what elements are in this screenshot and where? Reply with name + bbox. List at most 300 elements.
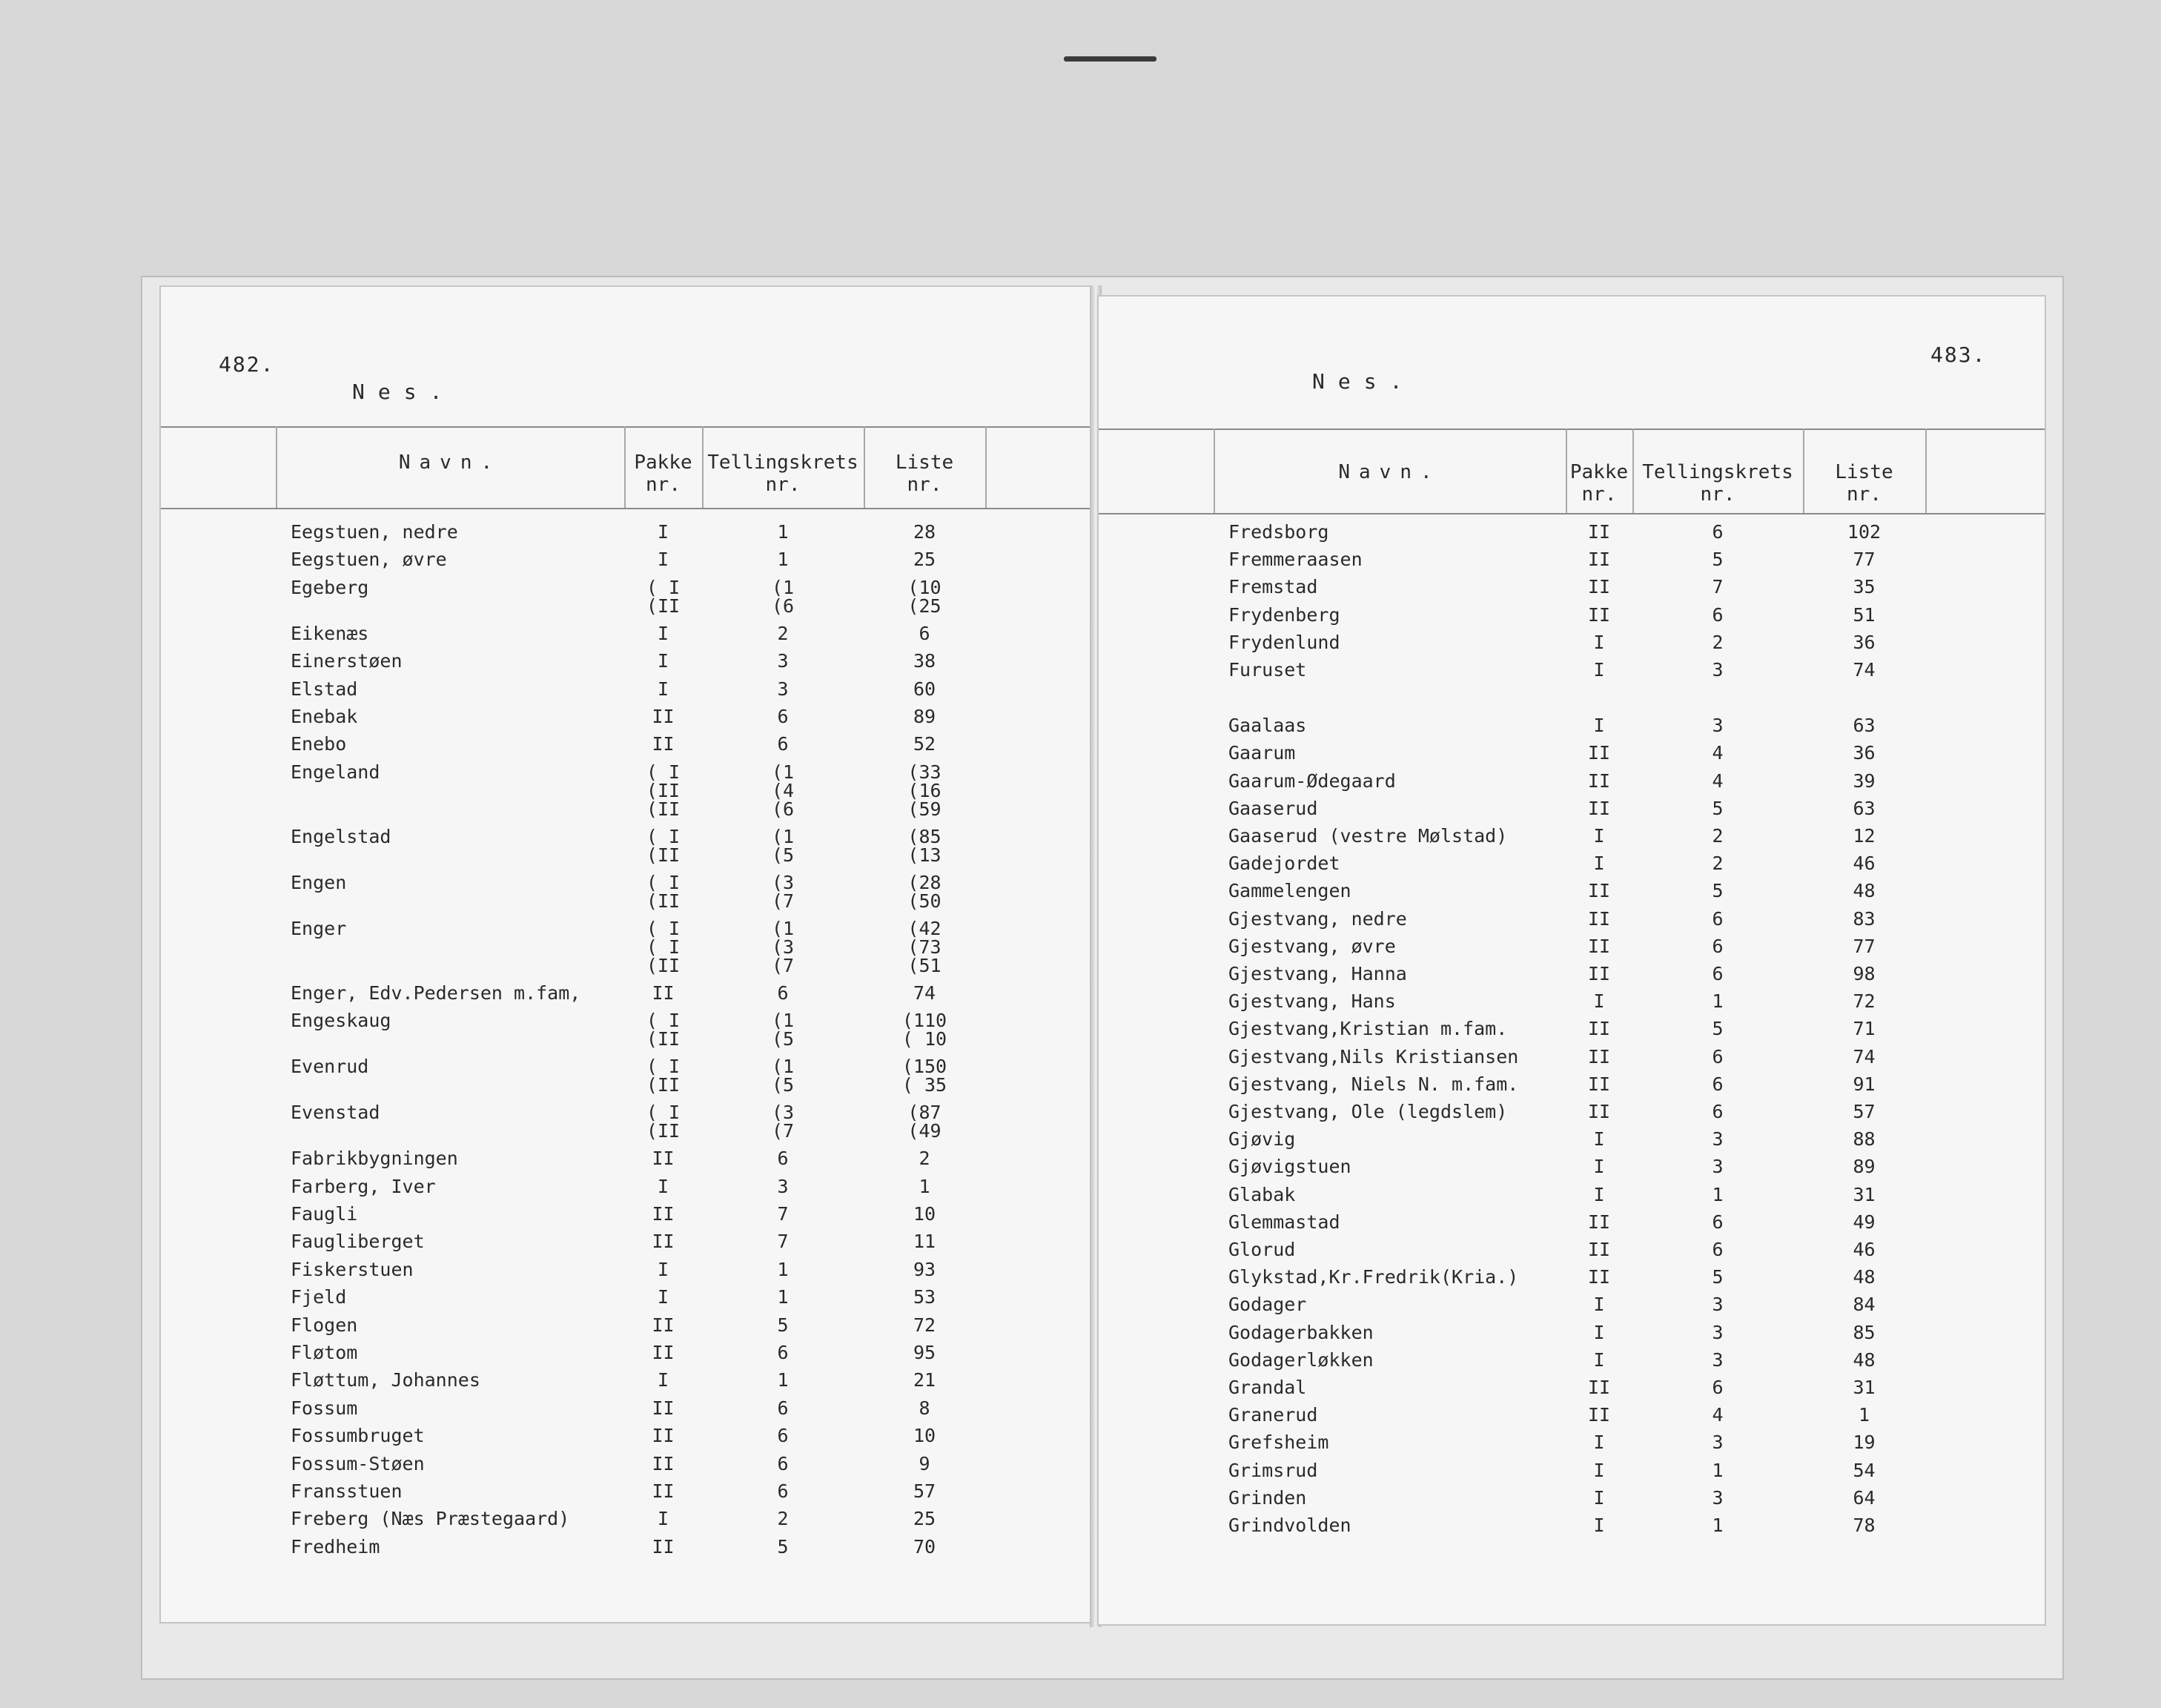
liste-value: 60	[913, 678, 936, 700]
entry-pakke	[1566, 799, 1632, 818]
krets-value: 3	[1712, 1431, 1724, 1454]
entry-name: Fjeld	[291, 1286, 347, 1308]
header-line: Pakke	[634, 451, 692, 474]
entry-pakke	[1566, 1516, 1632, 1535]
entry-name: Fløttum, Johannes	[291, 1369, 480, 1391]
entry-liste	[864, 1149, 985, 1168]
liste-value: (49	[907, 1120, 941, 1142]
entry-name: Evenrud	[291, 1056, 369, 1078]
krets-value: (5	[771, 844, 795, 866]
krets-value: 5	[1712, 880, 1724, 902]
entry-liste	[1803, 1295, 1925, 1314]
krets-value: (3	[771, 936, 795, 958]
liste-value: 77	[1853, 549, 1876, 571]
pakke-value: I	[657, 1508, 669, 1530]
krets-value: (7	[771, 1120, 795, 1142]
entry-krets	[702, 1371, 864, 1389]
entry-krets	[1632, 1128, 1803, 1151]
krets-value: 6	[1712, 935, 1724, 957]
pakke-value: I	[657, 650, 669, 672]
pakke-value: II	[1587, 1377, 1611, 1398]
pakke-value: II	[1587, 1045, 1611, 1068]
entry-liste	[1803, 577, 1925, 596]
entry-name: Gjestvang, Hanna	[1228, 963, 1407, 984]
entry-krets	[702, 1316, 864, 1334]
pakke-value: II	[1587, 935, 1611, 957]
entry-liste	[864, 550, 985, 569]
column-rule	[1925, 428, 1927, 513]
entry-name: Fredheim	[291, 1535, 380, 1558]
krets-value: 6	[1712, 1377, 1724, 1398]
krets-value: 5	[1712, 1266, 1724, 1288]
entry-pakke	[1566, 1213, 1632, 1231]
pakke-value: I	[1593, 715, 1605, 737]
liste-value: 84	[1853, 1294, 1876, 1316]
entry-name: Gjestvang, Ole (legdslem)	[1228, 1101, 1508, 1122]
pakke-value: ( I	[646, 1010, 681, 1032]
krets-value: 7	[777, 1231, 789, 1253]
entry-pakke	[1566, 1075, 1632, 1093]
entry-pakke	[1566, 907, 1632, 930]
entry-liste	[864, 1260, 985, 1279]
entry-krets	[1632, 827, 1803, 845]
liste-value: 52	[913, 733, 936, 755]
pakke-value: I	[1593, 1156, 1605, 1178]
entry-liste	[1803, 603, 1925, 626]
pakke-value: II	[1587, 1266, 1611, 1288]
entry-liste	[1803, 854, 1925, 873]
liste-value: 6	[919, 622, 930, 644]
entry-liste	[1803, 661, 1925, 679]
entry-pakke	[624, 763, 702, 818]
krets-value: (6	[771, 798, 795, 820]
header-line: Liste	[895, 451, 954, 474]
entry-name: Grindvolden	[1228, 1515, 1351, 1536]
krets-value: (4	[771, 779, 795, 801]
entry-krets	[1632, 1406, 1803, 1424]
liste-value: 9	[919, 1452, 930, 1474]
liste-value: (33	[907, 761, 941, 783]
entry-liste	[1803, 769, 1925, 792]
pakke-value: ( I	[646, 936, 681, 958]
entry-pakke	[624, 1205, 702, 1223]
binding-mark	[1064, 56, 1156, 62]
entry-krets	[702, 984, 864, 1002]
entry-pakke	[1566, 577, 1632, 596]
entry-krets	[1632, 881, 1803, 900]
entry-liste	[1803, 1348, 1925, 1371]
pakke-value: ( I	[646, 1056, 681, 1078]
pakke-value: I	[657, 1286, 669, 1308]
krets-value: (7	[771, 890, 795, 912]
entry-pakke	[1566, 937, 1632, 956]
entry-name: Evenstad	[291, 1102, 380, 1124]
krets-value: 1	[777, 549, 789, 571]
entry-krets	[1632, 769, 1803, 792]
krets-value: 1	[777, 521, 789, 543]
entry-name: Grandal	[1228, 1377, 1307, 1398]
pakke-value: II	[1587, 1211, 1611, 1233]
entry-pakke	[1566, 716, 1632, 735]
entry-liste	[864, 1399, 985, 1417]
pakke-value: (II	[646, 844, 681, 866]
pakke-value: I	[657, 1369, 669, 1391]
entry-pakke	[624, 1426, 702, 1445]
entry-liste	[864, 652, 985, 670]
pakke-value: II	[652, 1480, 675, 1502]
entry-pakke	[624, 1057, 702, 1094]
pakke-value: I	[1593, 1183, 1605, 1205]
header-top-rule	[1099, 428, 2045, 430]
entry-name: Gjestvang, øvre	[1228, 935, 1396, 957]
liste-value: 64	[1853, 1486, 1876, 1509]
pakke-value: II	[1587, 603, 1611, 626]
pakke-value: I	[1593, 1128, 1605, 1151]
entry-liste	[1803, 1240, 1925, 1259]
entry-krets	[1632, 523, 1803, 541]
entry-liste	[864, 735, 985, 753]
pakke-value: I	[1593, 1321, 1605, 1343]
entry-krets	[1632, 716, 1803, 735]
pakke-value: (II	[646, 890, 681, 912]
entry-liste	[864, 1343, 985, 1362]
krets-value: 6	[777, 1452, 789, 1474]
entry-liste	[1803, 1406, 1925, 1424]
krets-value: (1	[771, 917, 795, 939]
liste-value: 70	[913, 1535, 936, 1558]
column-header-pakke	[1566, 461, 1632, 506]
liste-value: 21	[913, 1369, 936, 1391]
pakke-value: I	[1593, 659, 1605, 681]
liste-value: 12	[1853, 825, 1876, 847]
pakke-value: I	[1593, 1431, 1605, 1454]
entry-liste	[1803, 1268, 1925, 1286]
pakke-value: I	[657, 678, 669, 700]
liste-value: ( 10	[901, 1028, 947, 1050]
pakke-value: I	[657, 549, 669, 571]
entry-krets	[702, 680, 864, 698]
entry-liste	[864, 919, 985, 975]
pakke-value: (II	[646, 1074, 681, 1096]
liste-value: (28	[907, 871, 941, 893]
liste-value: (59	[907, 798, 941, 820]
pakke-value: II	[652, 733, 675, 755]
liste-value: 63	[1853, 715, 1876, 737]
liste-value: (50	[907, 890, 941, 912]
entry-liste	[864, 984, 985, 1002]
pakke-value: I	[1593, 990, 1605, 1013]
liste-value: 2	[919, 1148, 930, 1170]
entry-pakke	[1566, 1323, 1632, 1342]
column-header-krets	[1632, 461, 1803, 506]
krets-value: 7	[1712, 576, 1724, 598]
krets-value: 2	[1712, 825, 1724, 847]
entry-liste	[1803, 1378, 1925, 1397]
liste-value: 36	[1853, 631, 1876, 653]
krets-value: 2	[777, 1508, 789, 1530]
krets-value: 3	[777, 1175, 789, 1197]
krets-value: 1	[777, 1286, 789, 1308]
entry-krets	[702, 735, 864, 753]
pakke-value: (II	[646, 954, 681, 976]
pakke-value: II	[1587, 1073, 1611, 1095]
entry-pakke	[624, 1316, 702, 1334]
liste-value: 74	[1853, 659, 1876, 681]
liste-value: (10	[907, 576, 941, 598]
pakke-value: II	[1587, 769, 1611, 792]
pakke-value: II	[652, 1203, 675, 1225]
entry-krets	[702, 1103, 864, 1140]
liste-value: 57	[1853, 1101, 1876, 1122]
pakke-value: ( I	[646, 1102, 681, 1124]
entry-krets	[1632, 1486, 1803, 1509]
krets-value: 6	[1712, 963, 1724, 984]
header-line: Tellingskrets	[707, 451, 858, 474]
liste-value: 25	[913, 1508, 936, 1530]
entry-name: Faugliberget	[291, 1231, 425, 1253]
entry-pakke	[624, 1177, 702, 1196]
liste-value: 10	[913, 1203, 936, 1225]
entry-krets	[1632, 1240, 1803, 1259]
krets-value: 5	[1712, 797, 1724, 819]
entry-krets	[1632, 1019, 1803, 1038]
entry-name: Enger, Edv.Pedersen m.fam,	[291, 982, 581, 1004]
liste-value: (25	[907, 595, 941, 617]
entry-pakke	[1566, 881, 1632, 900]
krets-value: (7	[771, 954, 795, 976]
entry-krets	[1632, 603, 1803, 626]
entry-name: Grimsrud	[1228, 1459, 1318, 1481]
pakke-value: II	[652, 1314, 675, 1336]
entry-name: Fredsborg	[1228, 521, 1329, 543]
liste-value: 49	[1853, 1211, 1876, 1233]
entry-name: Gaaserud (vestre Mølstad)	[1228, 825, 1508, 847]
liste-value: 57	[913, 1480, 936, 1502]
liste-value: 98	[1853, 963, 1876, 984]
column-header-name: Navn.	[1338, 461, 1441, 483]
entry-liste	[1803, 1047, 1925, 1066]
krets-value: 1	[777, 1258, 789, 1280]
krets-value: (1	[771, 576, 795, 598]
entry-krets	[702, 624, 864, 643]
entry-name: Engeskaug	[291, 1010, 391, 1032]
entry-pakke	[624, 1103, 702, 1140]
entry-krets	[702, 652, 864, 670]
entry-krets	[1632, 1516, 1803, 1535]
krets-value: 1	[1712, 990, 1724, 1013]
liste-value: 93	[913, 1258, 936, 1280]
liste-value: 53	[913, 1286, 936, 1308]
liste-value: 78	[1853, 1515, 1876, 1536]
entry-name: Gjøvig	[1228, 1128, 1296, 1151]
entry-liste	[864, 1288, 985, 1306]
entry-liste	[1803, 1213, 1925, 1231]
entry-liste	[864, 873, 985, 910]
entry-name: Glabak	[1228, 1183, 1296, 1205]
liste-value: 72	[1853, 990, 1876, 1013]
entry-liste	[1803, 1128, 1925, 1151]
entry-krets	[1632, 1213, 1803, 1231]
entry-liste	[864, 1011, 985, 1048]
header-line: Tellingskrets	[1642, 461, 1793, 483]
entry-name: Egeberg	[291, 576, 369, 598]
entry-liste	[1803, 1102, 1925, 1121]
krets-value: 6	[1712, 1101, 1724, 1122]
krets-value: 3	[1712, 1128, 1724, 1151]
entry-pakke	[624, 1011, 702, 1048]
krets-value: 2	[1712, 631, 1724, 653]
entry-pakke	[624, 652, 702, 670]
header-bottom-rule	[1099, 513, 2045, 514]
liste-value: 46	[1853, 1239, 1876, 1260]
right-page	[1097, 295, 2046, 1626]
left-page	[159, 285, 1093, 1623]
entry-pakke	[1566, 603, 1632, 626]
entry-name: Gaalaas	[1228, 715, 1307, 737]
entry-liste	[1803, 633, 1925, 652]
entry-name: Grinden	[1228, 1486, 1307, 1509]
entry-pakke	[624, 1371, 702, 1389]
entry-pakke	[1566, 1157, 1632, 1176]
pakke-value: II	[1587, 797, 1611, 819]
entry-liste	[1803, 1461, 1925, 1480]
entry-liste	[1803, 1075, 1925, 1093]
krets-value: 3	[777, 678, 789, 700]
pakke-value: II	[1587, 907, 1611, 930]
entry-krets	[702, 1057, 864, 1094]
liste-value: (85	[907, 825, 941, 847]
krets-value: 1	[1712, 1459, 1724, 1481]
entry-name: Fiskerstuen	[291, 1258, 414, 1280]
liste-value: 10	[913, 1425, 936, 1447]
column-header-pakke	[624, 451, 702, 496]
entry-pakke	[624, 578, 702, 615]
header-top-rule	[161, 426, 1092, 428]
entry-krets	[1632, 937, 1803, 956]
page-number: 483.	[1930, 342, 1987, 367]
krets-value: 1	[1712, 1183, 1724, 1205]
entry-krets	[702, 1482, 864, 1500]
entry-pakke	[624, 919, 702, 975]
entry-pakke	[624, 523, 702, 541]
entry-krets	[1632, 1295, 1803, 1314]
entry-krets	[702, 707, 864, 726]
entry-krets	[702, 873, 864, 910]
entry-krets	[702, 1177, 864, 1196]
liste-value: 88	[1853, 1128, 1876, 1151]
pakke-value: II	[1587, 521, 1611, 543]
entry-pakke	[624, 1482, 702, 1500]
entry-krets	[1632, 1461, 1803, 1480]
krets-value: 3	[1712, 1294, 1724, 1316]
pakke-value: I	[1593, 631, 1605, 653]
entry-pakke	[624, 1509, 702, 1528]
entry-liste	[1803, 1157, 1925, 1176]
header-line: nr.	[646, 474, 681, 496]
entry-liste	[864, 1057, 985, 1094]
entry-pakke	[624, 984, 702, 1002]
pakke-value: I	[1593, 1348, 1605, 1371]
pakke-value: II	[1587, 1404, 1611, 1426]
krets-value: (1	[771, 825, 795, 847]
entry-pakke	[1566, 1047, 1632, 1066]
entry-pakke	[1566, 1268, 1632, 1286]
pakke-value: I	[657, 1258, 669, 1280]
entry-pakke	[624, 1399, 702, 1417]
entry-name: Glorud	[1228, 1239, 1296, 1260]
entry-liste	[864, 680, 985, 698]
krets-value: (5	[771, 1028, 795, 1050]
entry-liste	[1803, 1323, 1925, 1342]
krets-value: 3	[1712, 1156, 1724, 1178]
entry-liste	[864, 1205, 985, 1223]
entry-pakke	[624, 680, 702, 698]
liste-value: 51	[1853, 603, 1876, 626]
header-bottom-rule	[161, 508, 1092, 509]
krets-value: 6	[777, 733, 789, 755]
krets-value: 5	[777, 1535, 789, 1558]
entry-name: Engen	[291, 871, 347, 893]
entry-pakke	[624, 1232, 702, 1251]
entry-name: Gaarum-Ødegaard	[1228, 769, 1396, 792]
pakke-value: II	[1587, 549, 1611, 571]
entry-liste	[864, 624, 985, 643]
entry-name: Fremstad	[1228, 576, 1318, 598]
entry-name: Eegstuen, øvre	[291, 549, 447, 571]
entry-pakke	[1566, 854, 1632, 873]
entry-name: Furuset	[1228, 659, 1307, 681]
liste-value: 39	[1853, 769, 1876, 792]
entry-name: Fossum	[291, 1397, 358, 1419]
pakke-value: I	[1593, 1515, 1605, 1536]
liste-value: 74	[913, 982, 936, 1004]
pakke-value: I	[657, 622, 669, 644]
entry-name: Godagerløkken	[1228, 1348, 1374, 1371]
column-rule	[985, 426, 987, 508]
entry-krets	[1632, 744, 1803, 762]
entry-liste	[864, 1509, 985, 1528]
entry-liste	[1803, 1433, 1925, 1452]
pakke-value: ( I	[646, 825, 681, 847]
entry-name: Elstad	[291, 678, 358, 700]
entry-liste	[864, 1482, 985, 1500]
entry-pakke	[624, 1288, 702, 1306]
krets-value: 6	[1712, 1045, 1724, 1068]
entry-liste	[864, 1426, 985, 1445]
page-number: 482.	[219, 352, 275, 377]
entry-krets	[1632, 661, 1803, 679]
liste-value: 95	[913, 1342, 936, 1363]
entry-liste	[864, 1371, 985, 1389]
liste-value: 74	[1853, 1045, 1876, 1068]
pakke-value: II	[1587, 1101, 1611, 1122]
liste-value: 38	[913, 650, 936, 672]
liste-value: 35	[1853, 576, 1876, 598]
liste-value: (16	[907, 779, 941, 801]
entry-krets	[1632, 633, 1803, 652]
entry-pakke	[1566, 1102, 1632, 1121]
pakke-value: I	[1593, 853, 1605, 875]
entry-krets	[1632, 990, 1803, 1013]
liste-value: 102	[1847, 521, 1882, 543]
entry-krets	[1632, 1433, 1803, 1452]
entry-liste	[1803, 827, 1925, 845]
krets-value: 7	[777, 1203, 789, 1225]
entry-name: Gadejordet	[1228, 853, 1340, 875]
pakke-value: I	[1593, 1486, 1605, 1509]
pakke-value: II	[652, 1452, 675, 1474]
entry-name: Gaaserud	[1228, 797, 1318, 819]
